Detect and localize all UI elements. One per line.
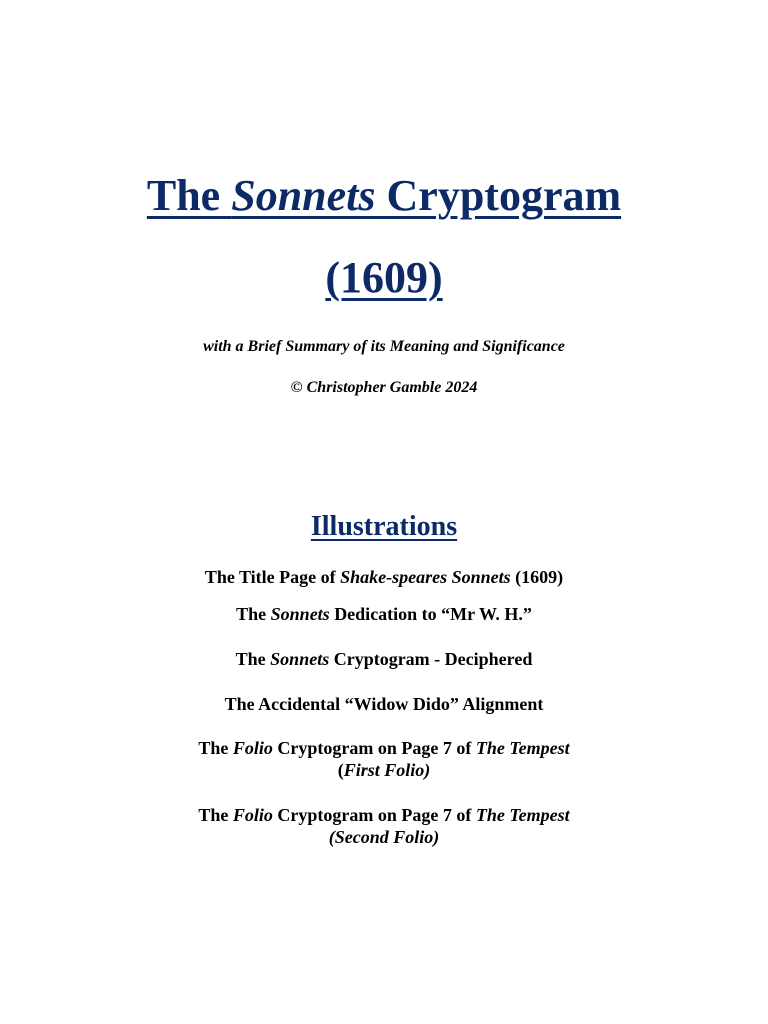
document-title (0, 170, 768, 222)
ill-text: The (236, 604, 271, 624)
subtitle: with a Brief Summary of its Meaning and Significance (203, 338, 565, 355)
ill-italic: The Tempest (475, 738, 570, 758)
illustration-item-first-folio-line2 (0, 759, 768, 781)
ill-italic: (Second Folio) (328, 827, 440, 847)
illustrations-heading: Illustrations (310, 511, 458, 542)
ill-text: Cryptogram on Page 7 of (272, 738, 476, 758)
ill-italic: Sonnets (270, 604, 330, 624)
illustration-item-deciphered (0, 648, 768, 670)
title-part-cryptogram: Cryptogram (375, 171, 622, 220)
illustration-item-second-folio-line2 (0, 826, 768, 848)
ill-text: The Accidental “Widow Dido” Alignment (224, 694, 544, 714)
illustration-item-dedication (0, 603, 768, 625)
illustration-item-title-page (0, 566, 768, 588)
ill-text: (1609) (510, 567, 564, 587)
illustration-item-second-folio (0, 804, 768, 826)
ill-italic: Folio (232, 805, 273, 825)
ill-text: The (198, 738, 233, 758)
ill-text: Cryptogram on Page 7 of (272, 805, 476, 825)
ill-text: The (198, 805, 233, 825)
ill-text: The Title Page of (204, 567, 341, 587)
document-title-year: (1609) (325, 253, 443, 302)
ill-italic: Shake-speares Sonnets (340, 567, 511, 587)
copyright-notice: © Christopher Gamble 2024 (290, 379, 478, 396)
ill-italic: The Tempest (475, 805, 570, 825)
title-part-sonnets: Sonnets (231, 171, 376, 220)
illustration-item-first-folio (0, 737, 768, 759)
ill-text: Cryptogram - Deciphered (329, 649, 533, 669)
ill-italic: First Folio) (343, 760, 431, 780)
title-part-the: The (146, 171, 232, 220)
ill-italic: Sonnets (270, 649, 330, 669)
ill-text: Dedication to “Mr W. H.” (329, 604, 532, 624)
illustration-item-widow-dido (0, 693, 768, 715)
ill-text: ( (337, 760, 344, 780)
ill-text: The (235, 649, 271, 669)
ill-italic: Folio (232, 738, 273, 758)
